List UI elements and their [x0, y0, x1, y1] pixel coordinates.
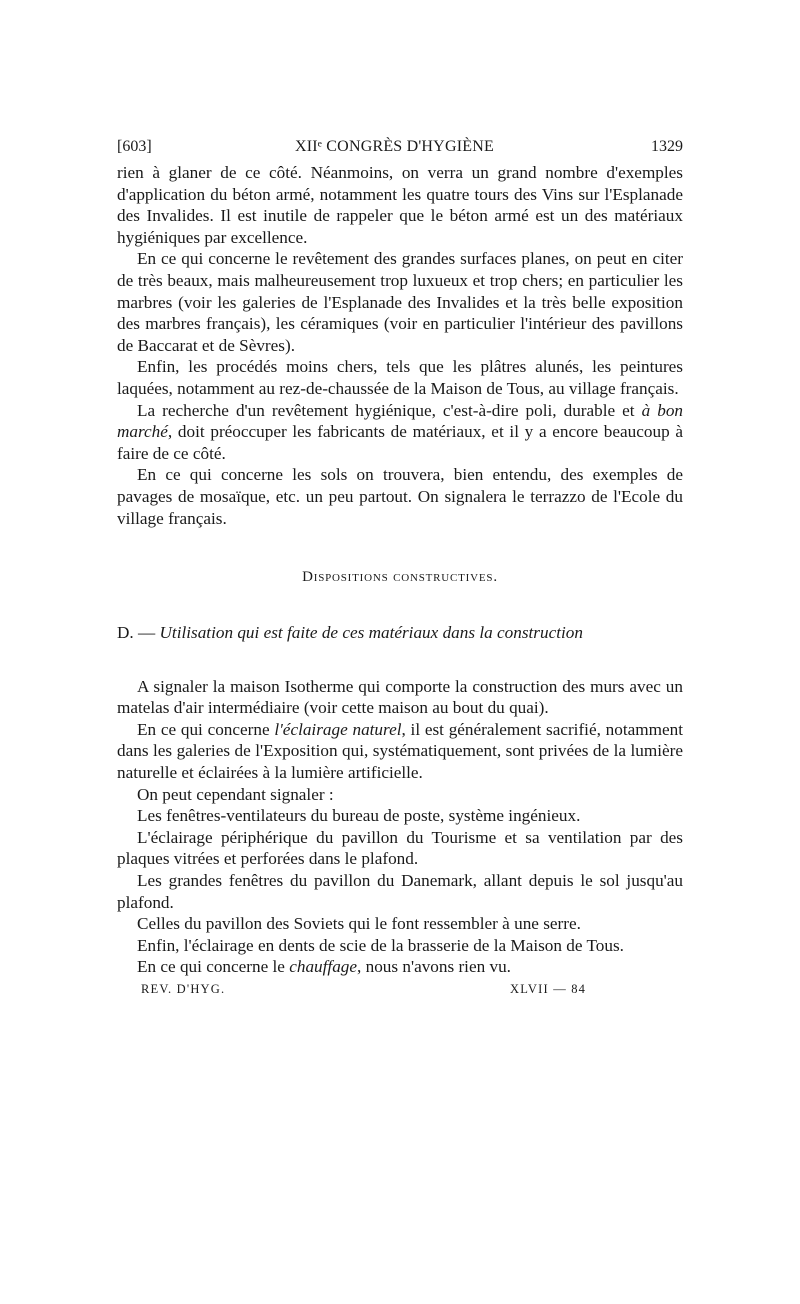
paragraph-beton-arme: rien à glaner de ce côté. Néanmoins, on verra un grand nombre d'exemples d'application du béton armé, notamment les quatre tours des Vins sur l'Esplanade des Invalides. Il est inutile de rappeler que le béton armé est un des matériaux hygiéniques par excellence.: [117, 163, 683, 247]
paragraph-recherche: [117, 400, 683, 465]
paragraph-eclairage: [117, 719, 683, 784]
list-intro: On peut cependant signaler :: [137, 784, 334, 804]
subheading: [117, 622, 683, 644]
chauffage-text-before: En ce qui concerne le: [137, 957, 290, 977]
page-section-number: [603]: [117, 138, 152, 155]
running-title: XIIᵉ CONGRÈS D'HYGIÈNE: [295, 138, 494, 155]
page-number: 1329: [651, 138, 683, 155]
subheading-label: D. —: [117, 623, 160, 643]
list-item: Les grandes fenêtres du pavillon du Danemark, allant depuis le sol jusqu'au plafond.: [117, 871, 683, 912]
recherche-emphasis: à bon marché: [117, 400, 684, 442]
paragraph-sols: En ce qui concerne les sols on trouvera, bien entendu, des exemples de pavages de mosaïque, etc. un peu partout. On signalera le terrazzo de l'Ecole du village français.: [117, 465, 683, 528]
running-footer: [117, 980, 683, 1002]
paragraph-procedes: Enfin, les procédés moins chers, tels que les plâtres alunés, les peintures laquées, notamment au rez-de-chaussée de la Maison de Tous, au village français.: [117, 357, 683, 398]
list-item: Les fenêtres-ventilateurs du bureau de poste, système ingénieux.: [137, 806, 581, 826]
eclairage-emphasis: l'éclairage naturel: [274, 719, 402, 739]
recherche-text-before: La recherche d'un revêtement hygiénique, c'est-à-dire poli, durable et: [137, 400, 642, 420]
spacer: [117, 644, 683, 676]
running-header: [117, 138, 683, 162]
list-item: Enfin, l'éclairage en dents de scie de la brasserie de la Maison de Tous.: [137, 935, 624, 955]
paragraph-isotherme: A signaler la maison Isotherme qui comporte la construction des murs avec un matelas d'air intermédiaire (voir cette maison au bout du quai).: [117, 676, 683, 718]
recherche-text-after: , doit préoccuper les fabricants de matériaux, et il y a encore beaucoup à faire de ce côté.: [117, 422, 683, 463]
chauffage-emphasis: chauffage: [289, 957, 358, 977]
subheading-text: Utilisation qui est faite de ces matériaux dans la construction: [159, 623, 583, 643]
article-body-continued: [117, 676, 683, 978]
article-body: [117, 162, 683, 529]
section-title: Dispositions constructives.: [302, 569, 498, 586]
document-page: [117, 138, 683, 1002]
paragraph-revetement: En ce qui concerne le revêtement des grandes surfaces planes, on peut en citer de très beaux, mais malheureusement trop luxueux et trop chers; en particulier les marbres (voir les galeries de l'Esplanade des Invalides et la très belle exposition des marbres français), les céramiques (voir en particulier l'intérieur des pavillons de Baccarat et de Sèvres).: [117, 249, 683, 355]
list-item: Celles du pavillon des Soviets qui le font ressembler à une serre.: [137, 914, 581, 934]
eclairage-text-before: En ce qui concerne: [137, 719, 275, 739]
eclairage-text-after: , il est généralement sacrifié, notamment dans les galeries de l'Exposition qui, systématiquement, sont privées de la lumière naturelle et éclairées à la lumière artificielle.: [117, 719, 683, 783]
chauffage-text-after: , nous n'avons rien vu.: [357, 957, 511, 977]
volume-signature: XLVII — 84: [510, 982, 587, 996]
journal-abbreviation: REV. D'HYG.: [141, 982, 226, 996]
list-item: L'éclairage périphérique du pavillon du Tourisme et sa ventilation par des plaques vitrées et perforées dans le plafond.: [117, 827, 683, 869]
paragraph-chauffage: [117, 956, 683, 978]
